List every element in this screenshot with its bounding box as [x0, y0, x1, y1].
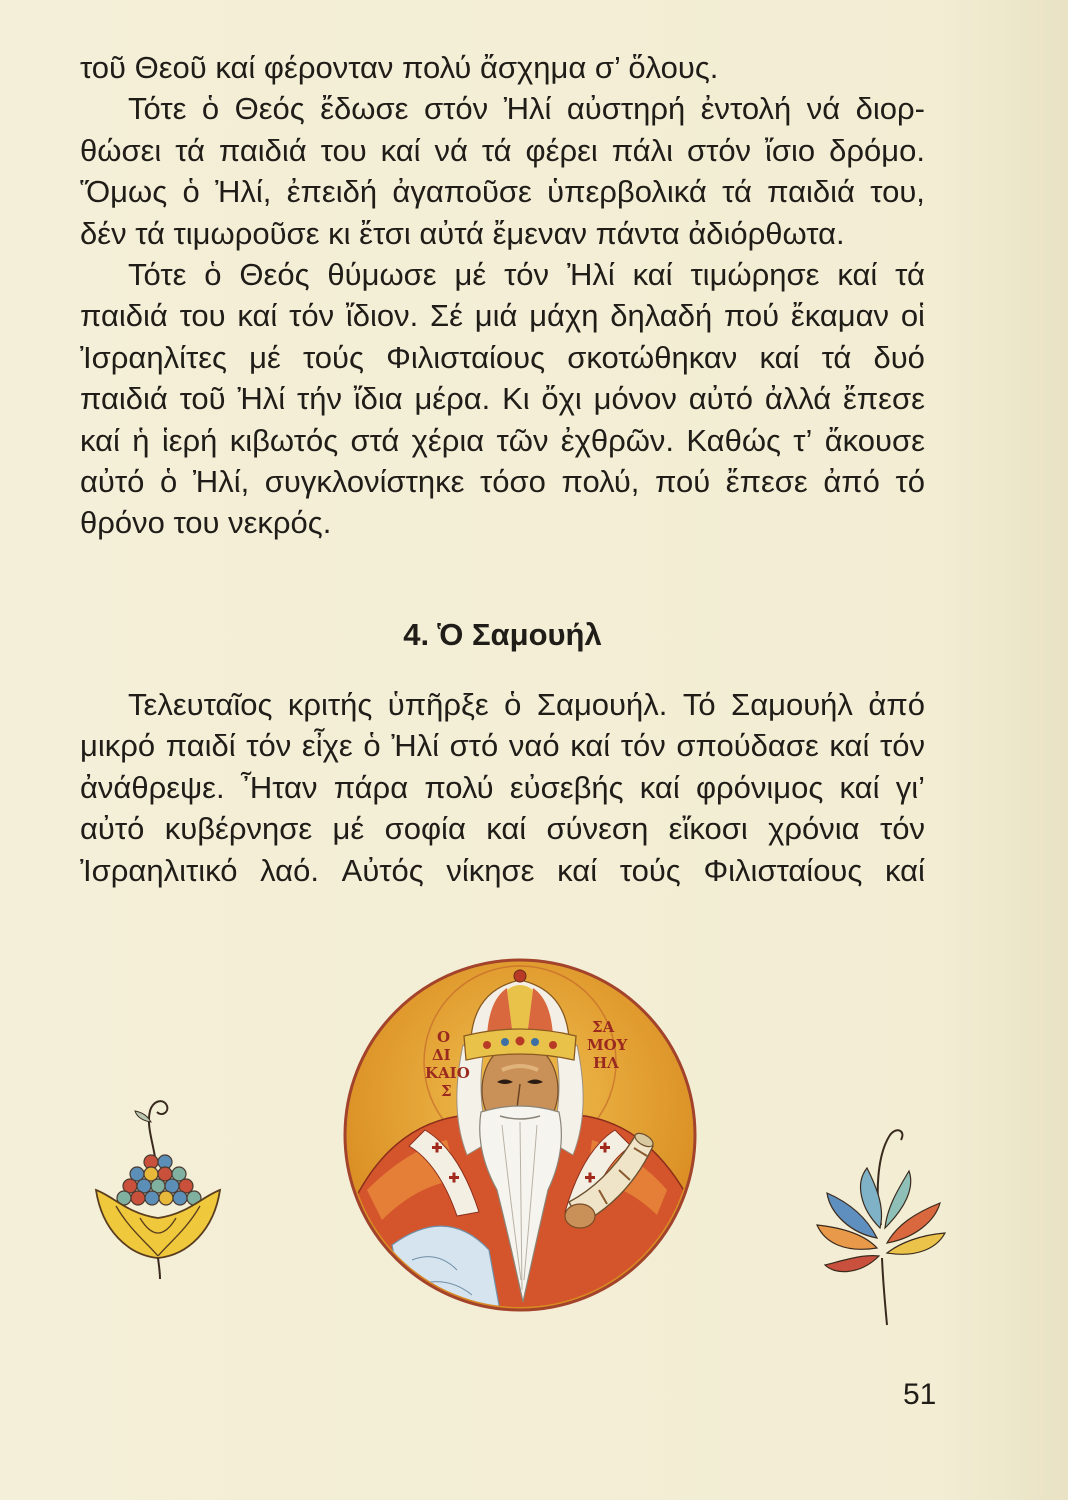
- word: συγκλονίστηκε: [264, 463, 465, 499]
- inscription-right-line: ΜΟΥ: [587, 1036, 628, 1054]
- body-line: [80, 171, 925, 212]
- word: ὑπερβολικά: [547, 174, 707, 210]
- samuel-portrait: [337, 950, 707, 1320]
- word: σκοτώθηκαν: [567, 339, 738, 375]
- word: μέ: [249, 339, 281, 375]
- page-number: 51: [903, 1378, 937, 1411]
- word: νά: [434, 132, 468, 168]
- word: καί: [237, 298, 278, 334]
- word: ἀλλά: [764, 381, 832, 417]
- word: ἴδια: [353, 381, 403, 417]
- word: τά: [895, 256, 925, 292]
- word: ἔπεσε: [725, 463, 808, 499]
- word: τιμώρησε: [690, 256, 820, 292]
- word: καί: [759, 339, 800, 375]
- word: σπούδασε: [676, 728, 819, 764]
- body-line: θρόνο του νεκρός.: [80, 505, 332, 541]
- word: παιδιά: [80, 381, 168, 417]
- word: τῶν: [496, 422, 549, 458]
- word: ἀγαποῦσε: [392, 174, 532, 210]
- word: τόν: [246, 728, 292, 764]
- word: Ἠλί: [391, 728, 440, 764]
- word: πάρα: [333, 769, 409, 805]
- word: ἔκαμαν: [790, 298, 890, 334]
- word: πάλι: [611, 132, 673, 168]
- word: Θεός: [234, 91, 305, 127]
- word: Ἠλί: [237, 381, 286, 417]
- word: ὁ: [201, 91, 220, 127]
- body-line: [80, 684, 925, 725]
- word: καί: [639, 769, 680, 805]
- word: τόν: [289, 298, 335, 334]
- word: μιά: [474, 298, 518, 334]
- word: τά: [821, 339, 852, 375]
- word: Ἦταν: [240, 769, 318, 805]
- word: εἶχε: [301, 728, 353, 764]
- body-line: [80, 88, 925, 129]
- word: ὁ: [504, 687, 522, 722]
- word: καί: [829, 728, 870, 764]
- upper-text-block: [80, 47, 925, 544]
- word: μέ: [332, 811, 365, 847]
- body-line: δέν τά τιμωροῦσε κι ἔτσι αὐτά ἔμεναν πάντα ἀδιόρθωτα.: [80, 215, 845, 251]
- word: τά: [175, 132, 205, 168]
- word: φρόνιμος: [695, 769, 824, 805]
- word: ὁ: [182, 174, 200, 210]
- word: καί: [839, 769, 880, 805]
- word: αὐτό: [80, 463, 145, 499]
- word: καί: [837, 256, 878, 292]
- word: καί: [885, 852, 925, 888]
- inscription-right-line: ΣΑ: [592, 1018, 615, 1036]
- word: Τότε: [128, 91, 187, 127]
- word: Αὐτός: [341, 852, 424, 888]
- word: τόν: [620, 728, 666, 764]
- inscription-left-line: Ο: [437, 1028, 451, 1046]
- word: θύμωσε: [327, 256, 437, 292]
- word: ὄχι: [541, 381, 582, 417]
- word: ἴσιο: [765, 132, 816, 168]
- word: κριτής: [287, 687, 373, 722]
- word: του,: [870, 174, 925, 210]
- word: μέρα.: [414, 381, 491, 417]
- word: ἱερή: [161, 422, 218, 458]
- lower-text-block: [80, 684, 925, 891]
- word: τά: [722, 174, 752, 210]
- word: στό: [449, 728, 499, 764]
- word: θώσει: [80, 132, 162, 168]
- word: μικρό: [80, 728, 156, 764]
- word: Τό: [682, 687, 716, 722]
- word: καί: [486, 811, 527, 847]
- word: ναό: [508, 728, 560, 764]
- word: τούς: [303, 339, 364, 375]
- word: παιδιά: [218, 132, 307, 168]
- word: τ’: [793, 422, 813, 458]
- word: τοῦ: [179, 381, 226, 417]
- word: Κι: [502, 381, 530, 417]
- word: ὑπῆρξε: [387, 687, 489, 722]
- body-line: [80, 725, 925, 766]
- word: δυό: [873, 339, 925, 375]
- word: ἔδωσε: [320, 91, 409, 127]
- word: αὐτό: [688, 381, 754, 417]
- word: νίκησε: [446, 852, 535, 888]
- word: σύνεση: [546, 811, 649, 847]
- word: αὐστηρή: [566, 91, 686, 127]
- inscription-left-line: ΔΙ: [432, 1046, 451, 1064]
- word: Ὅμως: [80, 174, 168, 210]
- word: ἀπό: [823, 463, 880, 499]
- word: Σαμουήλ: [731, 687, 853, 722]
- inscription-left-line: Σ: [441, 1082, 452, 1100]
- word: ἄκουσε: [824, 422, 925, 458]
- word: τήν: [296, 381, 342, 417]
- word: πολύ,: [561, 463, 640, 499]
- word: πού: [655, 463, 711, 499]
- word: Φιλισταίους: [386, 339, 546, 375]
- word: παιδιά: [767, 174, 855, 210]
- body-line: [80, 337, 925, 378]
- word: γι’: [895, 769, 925, 805]
- word: ὁ: [363, 728, 381, 764]
- word: Καθώς: [686, 422, 781, 458]
- word: παιδί: [165, 728, 236, 764]
- body-line: [80, 767, 925, 808]
- word: Ἰσραηλίτες: [80, 339, 227, 375]
- word: πολύ: [424, 769, 494, 805]
- word: τά: [481, 132, 512, 168]
- word: χρόνια: [768, 811, 860, 847]
- word: τόν: [879, 728, 925, 764]
- word: καί: [570, 728, 611, 764]
- word: παιδιά: [80, 298, 168, 334]
- word: του: [320, 132, 367, 168]
- word: φέρει: [525, 132, 598, 168]
- word: Ἰσραηλιτικό: [80, 852, 238, 888]
- word: Ἠλί: [566, 256, 615, 292]
- word: καί: [632, 256, 673, 292]
- body-line: [80, 808, 925, 849]
- word: μάχη: [529, 298, 599, 334]
- word: οἱ: [900, 298, 925, 334]
- word: εἴκοσι: [668, 811, 748, 847]
- word: χέρια: [411, 422, 485, 458]
- word: νά: [806, 91, 841, 127]
- tulip-ornament-icon: [88, 1090, 228, 1280]
- body-line: [80, 295, 925, 336]
- word: στόν: [423, 91, 489, 127]
- word: Ἠλί: [503, 91, 552, 127]
- word: ἐπειδή: [286, 174, 378, 210]
- inscription-right-line: ΗΛ: [593, 1054, 619, 1072]
- word: στόν: [686, 132, 752, 168]
- word: Σαμουήλ.: [536, 687, 668, 722]
- word: δηλαδή: [610, 298, 713, 334]
- word: εὐσεβής: [509, 769, 624, 805]
- word: πού: [723, 298, 780, 334]
- word: καί: [557, 852, 598, 888]
- body-line: [80, 461, 925, 502]
- word: ἔπεσε: [842, 381, 925, 417]
- word: σοφία: [384, 811, 466, 847]
- word: ἀνάθρεψε.: [80, 769, 225, 805]
- word: τόν: [879, 811, 925, 847]
- word: ἐχθρῶν.: [560, 422, 675, 458]
- word: λαό.: [260, 852, 319, 888]
- word: ἴδιον.: [345, 298, 419, 334]
- word: ὁ: [204, 256, 222, 292]
- body-line: τοῦ Θεοῦ καί φέρονταν πολύ ἄσχημα σ’ ὅλους.: [80, 50, 719, 85]
- word: καί: [380, 132, 421, 168]
- word: τούς: [619, 852, 681, 888]
- word: ἐντολή: [700, 91, 792, 127]
- word: Σέ: [430, 298, 463, 334]
- word: αὐτό: [80, 811, 145, 847]
- word: Φιλισταίους: [703, 852, 863, 888]
- section-heading: 4. Ὁ Σαμουήλ: [403, 617, 602, 652]
- word: Ἠλί,: [192, 463, 250, 499]
- inscription-left-line: ΚΑΙΟ: [425, 1064, 470, 1082]
- word: τόσο: [480, 463, 546, 499]
- word: στά: [350, 422, 400, 458]
- word: Ἠλί,: [215, 174, 272, 210]
- word: δρόμο.: [829, 132, 925, 168]
- word: Τελευταῖος: [128, 687, 273, 722]
- body-line: [80, 378, 925, 419]
- word: του: [179, 298, 226, 334]
- word: ἀπό: [868, 687, 925, 722]
- word: τό: [895, 463, 925, 499]
- word: μόνον: [593, 381, 677, 417]
- word: ἡ: [132, 422, 150, 458]
- word: Θεός: [239, 256, 310, 292]
- body-line: [80, 254, 925, 295]
- word: καί: [80, 422, 120, 458]
- body-line: [80, 420, 925, 461]
- word: μέ: [454, 256, 487, 292]
- word: Τότε: [128, 256, 187, 292]
- leaf-spray-ornament-icon: [805, 1113, 960, 1328]
- word: τόν: [504, 256, 550, 292]
- word: κυβέρνησε: [164, 811, 313, 847]
- body-line: [80, 850, 925, 891]
- word: ὁ: [159, 463, 178, 499]
- word: κιβωτός: [229, 422, 339, 458]
- body-line: [80, 130, 925, 171]
- word: διορ-: [855, 91, 925, 127]
